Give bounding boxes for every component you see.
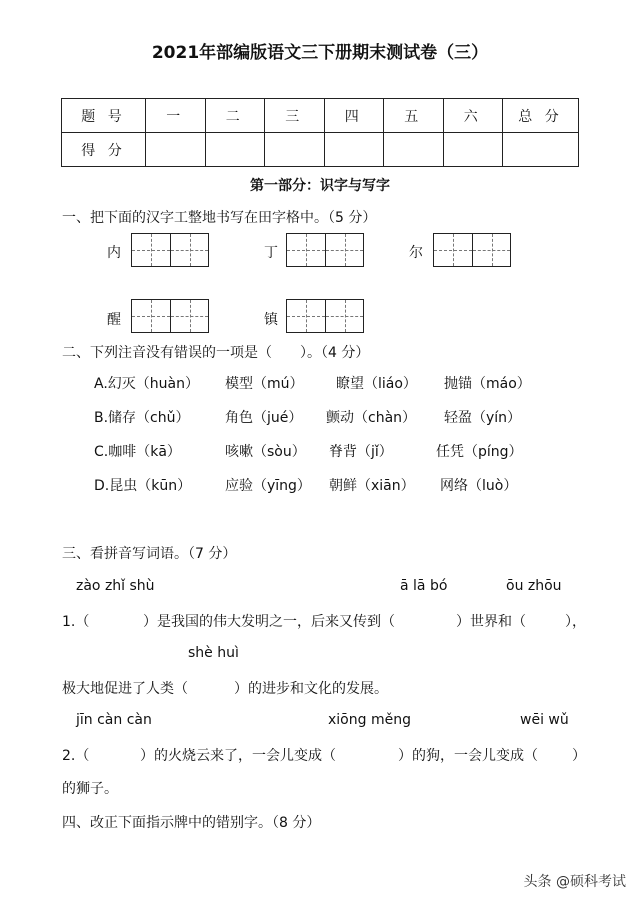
header-cell: 六	[443, 99, 503, 133]
pinyin-zao-zhi-shu: zào zhǐ shù	[76, 578, 155, 594]
char-label: 丁	[264, 245, 278, 261]
option-d-item: 应验（yīng）	[225, 478, 311, 494]
score-table-header-row	[62, 99, 579, 133]
sentence-1-part: ），	[565, 614, 586, 630]
score-cell[interactable]	[146, 133, 206, 167]
sentence-1-part: 1.（	[62, 614, 90, 630]
sentence-2-part: 2.（	[62, 748, 90, 764]
sentence-2-cont: 的狮子。	[62, 781, 118, 797]
pinyin-wei-wu: wēi wǔ	[520, 712, 569, 728]
option-d-item: D.昆虫（kūn）	[94, 478, 192, 494]
row-label: 得 分	[62, 133, 146, 167]
char-label: 内	[107, 245, 121, 261]
option-b-item: 角色（jué）	[225, 410, 303, 426]
score-cell[interactable]	[205, 133, 265, 167]
sentence-2-part: ）	[572, 748, 586, 764]
option-c-item: C.咖啡（kā）	[94, 444, 181, 460]
tianzige-grid[interactable]	[286, 299, 364, 333]
option-a-item: 模型（mú）	[225, 376, 304, 392]
score-cell[interactable]	[503, 133, 579, 167]
question-3: 三、看拼音写词语。（7 分）	[62, 546, 237, 562]
option-a-item: A.幻灭（huàn）	[94, 376, 199, 392]
header-cell: 总 分	[503, 99, 579, 133]
score-cell[interactable]	[384, 133, 444, 167]
sentence-2-part: ）的火烧云来了，一会儿变成（	[140, 748, 336, 764]
question-4: 四、改正下面指示牌中的错别字。（8 分）	[62, 815, 321, 831]
tianzige-grid[interactable]	[286, 233, 364, 267]
option-b-item: 颤动（chàn）	[326, 410, 417, 426]
score-cell[interactable]	[324, 133, 384, 167]
tianzige-grid[interactable]	[131, 299, 209, 333]
pinyin-xiong-meng: xiōng měng	[328, 712, 411, 728]
option-d-item: 网络（luò）	[440, 478, 518, 494]
header-cell: 二	[205, 99, 265, 133]
header-cell: 五	[384, 99, 444, 133]
pinyin-she-hui: shè huì	[188, 645, 239, 661]
sentence-1-part: ）是我国的伟大发明之一，后来又传到（	[143, 614, 395, 630]
question-1: 一、把下面的汉字工整地书写在田字格中。（5 分）	[62, 210, 377, 226]
sentence-1-cont: 极大地促进了人类（	[62, 681, 188, 697]
option-d-item: 朝鲜（xiān）	[329, 478, 415, 494]
tianzige-grid[interactable]	[433, 233, 511, 267]
tianzige-grid[interactable]	[131, 233, 209, 267]
option-c-item: 脊背（jǐ）	[329, 444, 393, 460]
part-heading: 第一部分：识字与写字	[250, 178, 390, 194]
sentence-1-part: ）世界和（	[456, 614, 526, 630]
option-c-item: 咳嗽（sòu）	[225, 444, 306, 460]
header-cell: 一	[146, 99, 206, 133]
char-label: 镇	[264, 312, 278, 328]
score-table	[61, 98, 579, 167]
header-cell: 四	[324, 99, 384, 133]
option-c-item: 任凭（píng）	[436, 444, 523, 460]
option-a-item: 瞭望（liáo）	[336, 376, 417, 392]
option-b-item: 轻盈（yín）	[444, 410, 522, 426]
score-table-score-row	[62, 133, 579, 167]
score-cell[interactable]	[265, 133, 325, 167]
page-title: 2021年部编版语文三下册期末测试卷（三）	[151, 43, 489, 63]
option-a-item: 抛锚（máo）	[444, 376, 531, 392]
question-2: 二、下列注音没有错误的一项是（ ）。（4 分）	[62, 345, 370, 361]
sentence-1-cont: ）的进步和文化的发展。	[234, 681, 388, 697]
header-cell: 三	[265, 99, 325, 133]
sentence-2-part: ）的狗，一会儿变成（	[398, 748, 538, 764]
char-label: 醒	[107, 312, 121, 328]
char-label: 尔	[409, 245, 423, 261]
header-cell: 题 号	[62, 99, 146, 133]
pinyin-jin-can-can: jīn càn càn	[76, 712, 152, 728]
pinyin-ou-zhou: ōu zhōu	[506, 578, 562, 594]
watermark: 头条 @硕科考试	[523, 874, 626, 890]
pinyin-a-la-bo: ā lā bó	[400, 578, 448, 594]
option-b-item: B.储存（chǔ）	[94, 410, 190, 426]
score-cell[interactable]	[443, 133, 503, 167]
